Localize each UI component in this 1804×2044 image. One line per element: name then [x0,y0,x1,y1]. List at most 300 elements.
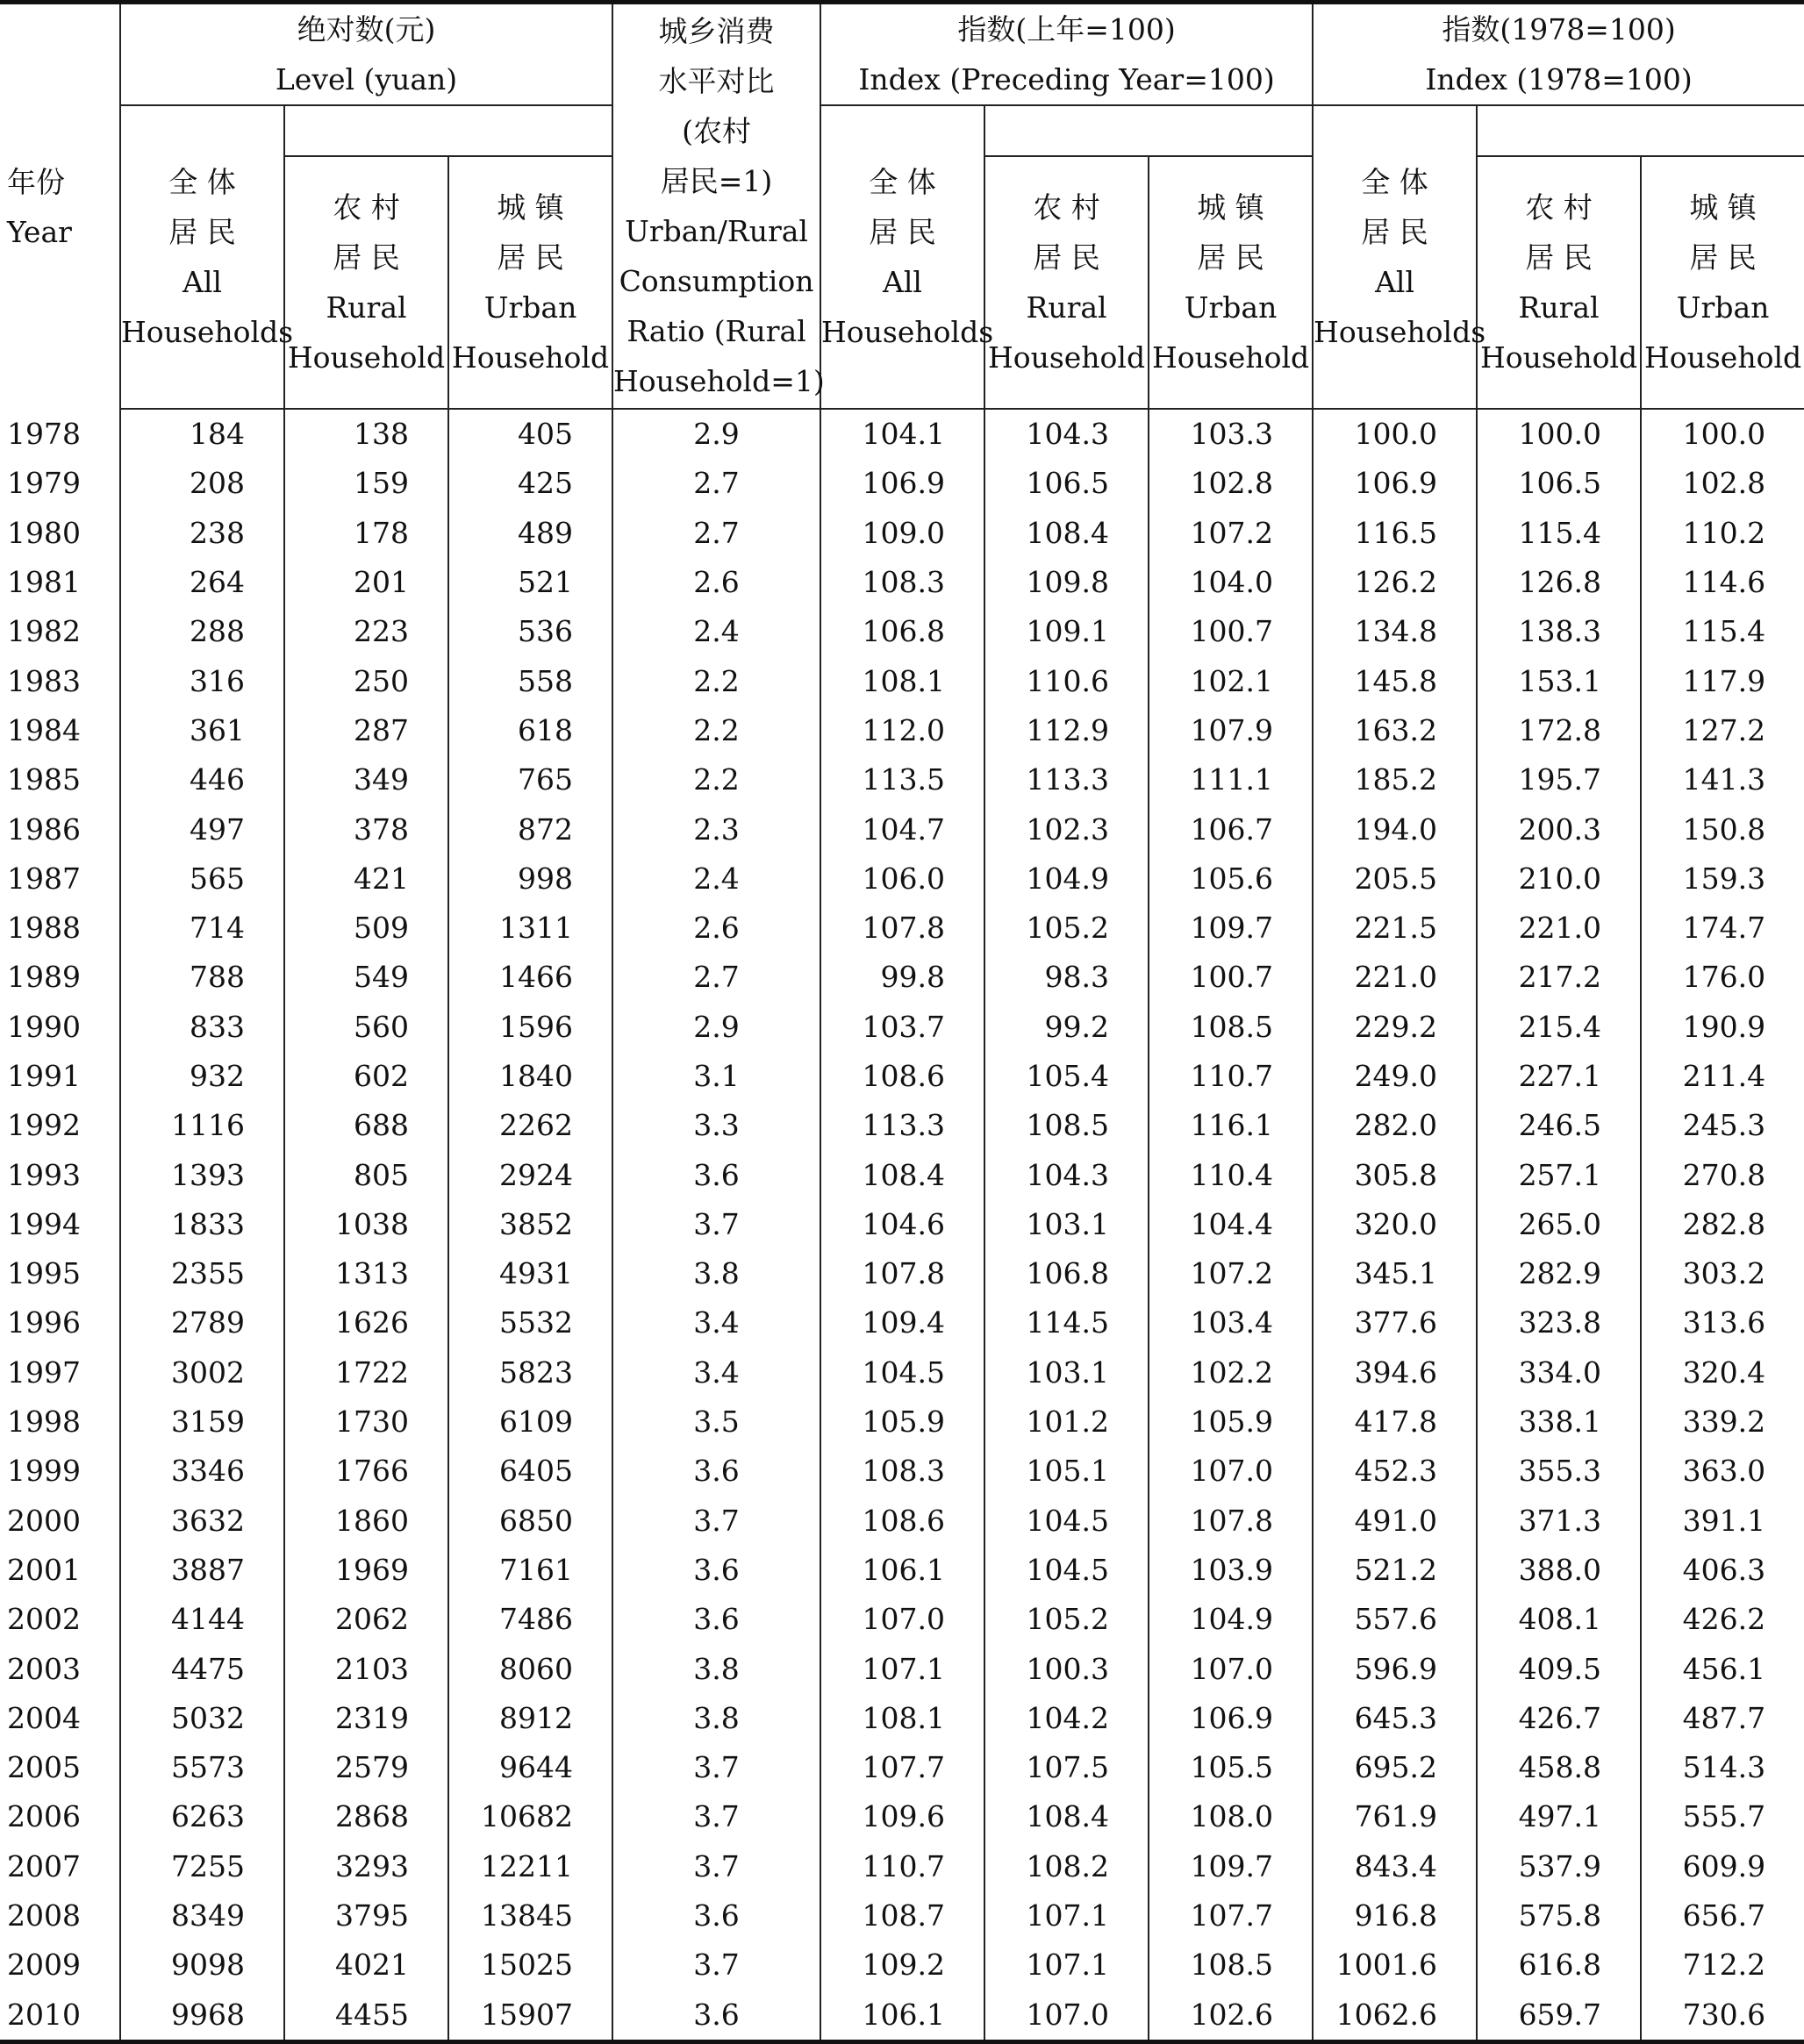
index-1978-all-cell: 521.2 [1313,1546,1477,1595]
urban-rural-ratio-cell: 3.6 [612,1990,820,2042]
subheader-line: All [1375,265,1415,299]
index-1978-rural-cell: 153.1 [1477,656,1641,705]
level-rural-cell: 201 [284,558,448,607]
level-rural-cell: 223 [284,607,448,656]
subheader-line: All [883,265,922,299]
index-1978-rural-cell: 575.8 [1477,1891,1641,1940]
index-1978-all-cell: 194.0 [1313,804,1477,854]
index-prev-all-cell: 109.4 [820,1298,984,1347]
table-row [0,656,1804,705]
index-1978-urban-cell: 320.4 [1641,1348,1804,1397]
ratio-header-line: Consumption [619,264,814,298]
level-rural-cell: 549 [284,953,448,1002]
index-prev-all-cell: 110.7 [820,1842,984,1891]
level-urban-cell: 2924 [448,1150,612,1199]
index-prev-header-en: Index (Preceding Year=100) [858,62,1275,96]
table-row [0,1940,1804,1990]
index-1978-all-cell: 320.0 [1313,1200,1477,1249]
subheader-line: 城 镇 [1197,190,1264,225]
index-1978-urban-cell: 339.2 [1641,1397,1804,1447]
subheader-line: Urban [483,290,577,325]
year-cell: 1981 [7,565,81,600]
index-1978-rural-cell: 106.5 [1477,459,1641,508]
level-rural-cell: 250 [284,656,448,705]
index-prev-urban-cell: 109.7 [1149,1842,1313,1891]
table-row [0,953,1804,1002]
index-1978-urban-cell: 270.8 [1641,1150,1804,1199]
table-row [0,1397,1804,1447]
year-header-cn: 年份 [7,164,65,199]
level-all-cell: 361 [120,706,284,755]
table-row [0,1644,1804,1693]
index-prev-rural-cell: 108.4 [984,1792,1149,1841]
urban-rural-ratio-cell: 2.6 [612,558,820,607]
index-1978-all-header [1313,105,1486,409]
index-1978-all-cell: 249.0 [1313,1052,1477,1101]
index-prev-all-header [820,105,994,409]
year-cell: 1993 [7,1157,81,1192]
index-prev-all-cell: 107.1 [820,1644,984,1693]
table-row [0,1003,1804,1052]
subheader-line: Household [1479,340,1638,375]
index-1978-urban-cell: 127.2 [1641,706,1804,755]
index-prev-urban-cell: 107.9 [1149,706,1313,755]
index-1978-rural-cell: 257.1 [1477,1150,1641,1199]
subheader-line: All [183,265,222,299]
index-prev-urban-cell: 106.7 [1149,804,1313,854]
index-prev-all-cell: 108.1 [820,656,984,705]
index-1978-urban-cell: 102.8 [1641,459,1804,508]
index-prev-rural-cell: 104.2 [984,1694,1149,1743]
index-prev-rural-cell: 107.5 [984,1743,1149,1792]
level-rural-cell: 349 [284,755,448,804]
urban-rural-ratio-cell: 3.4 [612,1298,820,1347]
index-prev-urban-cell: 104.0 [1149,558,1313,607]
level-all-cell: 9968 [120,1990,284,2042]
subheader-line: 农 村 [333,190,400,225]
level-all-cell: 497 [120,804,284,854]
index-1978-rural-cell: 100.0 [1477,409,1641,459]
index-prev-rural-cell: 109.1 [984,607,1149,656]
level-spacer [284,105,612,156]
urban-rural-ratio-cell: 3.3 [612,1101,820,1150]
year-cell: 1980 [7,515,81,550]
level-urban-cell: 1466 [448,953,612,1002]
level-rural-cell: 2579 [284,1743,448,1792]
subheader-line: 居 民 [1689,240,1757,275]
year-cell: 1988 [7,911,81,946]
index-prev-all-cell: 104.1 [820,409,984,459]
index-1978-urban-cell: 555.7 [1641,1792,1804,1841]
index-1978-rural-cell: 282.9 [1477,1249,1641,1298]
index-1978-rural-cell: 195.7 [1477,755,1641,804]
level-rural-cell: 688 [284,1101,448,1150]
index-prev-spacer [984,105,1313,156]
level-urban-cell: 558 [448,656,612,705]
level-urban-cell: 7486 [448,1595,612,1644]
subheader-line: Urban [1676,290,1770,325]
index-prev-rural-cell: 107.1 [984,1940,1149,1990]
subheader-line: Households [121,315,294,349]
index-prev-all-cell: 106.1 [820,1546,984,1595]
index-1978-rural-cell: 659.7 [1477,1990,1641,2042]
table-row [0,1249,1804,1298]
table-row [0,1842,1804,1891]
subheader-line: Household [451,340,610,375]
urban-rural-ratio-cell: 3.6 [612,1150,820,1199]
ratio-header-line: 城乡消费 [658,14,775,48]
year-cell: 1992 [7,1108,81,1143]
level-all-cell: 932 [120,1052,284,1101]
index-prev-rural-cell: 114.5 [984,1298,1149,1347]
urban-rural-ratio-cell: 2.4 [612,854,820,904]
level-all-cell: 316 [120,656,284,705]
level-all-cell: 3159 [120,1397,284,1447]
index-prev-rural-cell: 105.2 [984,1595,1149,1644]
level-all-cell: 264 [120,558,284,607]
index-1978-rural-cell: 409.5 [1477,1644,1641,1693]
index-prev-all-cell: 107.8 [820,1249,984,1298]
level-all-cell: 446 [120,755,284,804]
index-prev-rural-cell: 109.8 [984,558,1149,607]
index-prev-urban-cell: 108.0 [1149,1792,1313,1841]
index-1978-urban-cell: 141.3 [1641,755,1804,804]
table-row [0,1447,1804,1496]
index-prev-urban-cell: 110.7 [1149,1052,1313,1101]
level-all-cell: 3632 [120,1497,284,1546]
year-cell: 2003 [7,1651,81,1686]
level-all-cell: 8349 [120,1891,284,1940]
index-1978-rural-cell: 497.1 [1477,1792,1641,1841]
index-prev-urban-cell: 111.1 [1149,755,1313,804]
year-cell: 2004 [7,1700,81,1735]
urban-rural-ratio-cell: 3.7 [612,1842,820,1891]
level-urban-cell: 1311 [448,904,612,953]
subheader-line: Household [987,340,1146,375]
urban-rural-ratio-cell: 3.7 [612,1940,820,1990]
index-1978-urban-cell: 174.7 [1641,904,1804,953]
index-1978-rural-cell: 217.2 [1477,953,1641,1002]
index-prev-all-cell: 109.6 [820,1792,984,1841]
index-1978-urban-cell: 363.0 [1641,1447,1804,1496]
urban-rural-ratio-cell: 2.3 [612,804,820,854]
index-1978-all-cell: 645.3 [1313,1694,1477,1743]
level-urban-cell: 1840 [448,1052,612,1101]
index-1978-urban-cell: 656.7 [1641,1891,1804,1940]
table-row [0,755,1804,804]
year-cell: 1995 [7,1256,81,1291]
level-rural-cell: 159 [284,459,448,508]
index-1978-urban-cell: 100.0 [1641,409,1804,459]
urban-rural-ratio-cell: 3.6 [612,1447,820,1496]
index-prev-rural-cell: 104.5 [984,1546,1149,1595]
index-prev-urban-cell: 103.9 [1149,1546,1313,1595]
year-cell: 1986 [7,811,81,847]
urban-rural-ratio-cell: 2.9 [612,1003,820,1052]
table-row [0,409,1804,459]
level-header-en: Level (yuan) [275,62,458,96]
index-1978-all-cell: 145.8 [1313,656,1477,705]
table-row [0,607,1804,656]
index-prev-rural-cell: 108.4 [984,509,1149,558]
urban-rural-ratio-cell: 3.6 [612,1891,820,1940]
index-1978-urban-cell: 730.6 [1641,1990,1804,2042]
index-prev-urban-cell: 103.4 [1149,1298,1313,1347]
level-rural-cell: 805 [284,1150,448,1199]
index-prev-all-cell: 106.1 [820,1990,984,2042]
level-all-cell: 788 [120,953,284,1002]
index-prev-urban-cell: 110.4 [1149,1150,1313,1199]
index-1978-all-cell: 1001.6 [1313,1940,1477,1990]
year-cell: 1997 [7,1354,81,1390]
index-prev-urban-header [1149,156,1313,409]
index-prev-all-cell: 109.2 [820,1940,984,1990]
index-prev-urban-cell: 116.1 [1149,1101,1313,1150]
level-all-cell: 1833 [120,1200,284,1249]
level-rural-cell: 4021 [284,1940,448,1990]
index-1978-all-cell: 394.6 [1313,1348,1477,1397]
level-rural-cell: 138 [284,409,448,459]
index-1978-urban-cell: 115.4 [1641,607,1804,656]
index-prev-rural-cell: 105.4 [984,1052,1149,1101]
level-all-cell: 5032 [120,1694,284,1743]
table-row [0,1200,1804,1249]
index-1978-all-cell: 185.2 [1313,755,1477,804]
ratio-header-line: 居民=1) [660,164,773,198]
index-prev-urban-cell: 108.5 [1149,1003,1313,1052]
level-rural-cell: 1860 [284,1497,448,1546]
level-all-cell: 2355 [120,1249,284,1298]
subheader-line: Urban [1184,290,1278,325]
index-prev-urban-cell: 105.5 [1149,1743,1313,1792]
index-prev-rural-cell: 108.5 [984,1101,1149,1150]
index-prev-urban-cell: 107.2 [1149,1249,1313,1298]
level-urban-cell: 998 [448,854,612,904]
index-1978-urban-cell: 110.2 [1641,509,1804,558]
index-prev-urban-cell: 102.6 [1149,1990,1313,2042]
table-row [0,1497,1804,1546]
year-cell: 1999 [7,1454,81,1489]
year-cell: 1996 [7,1305,81,1340]
level-urban-cell: 405 [448,409,612,459]
level-urban-cell: 2262 [448,1101,612,1150]
index-prev-all-cell: 106.9 [820,459,984,508]
index-1978-all-cell: 695.2 [1313,1743,1477,1792]
urban-rural-ratio-cell: 2.2 [612,755,820,804]
subheader-line: 居 民 [1033,240,1100,275]
index-1978-spacer [1477,105,1804,156]
level-all-cell: 4144 [120,1595,284,1644]
index-prev-rural-cell: 101.2 [984,1397,1149,1447]
index-1978-all-cell: 491.0 [1313,1497,1477,1546]
index-1978-rural-cell: 221.0 [1477,904,1641,953]
index-1978-all-cell: 761.9 [1313,1792,1477,1841]
urban-rural-ratio-cell: 3.5 [612,1397,820,1447]
table-row [0,1052,1804,1101]
index-prev-rural-cell: 105.2 [984,904,1149,953]
level-rural-cell: 421 [284,854,448,904]
level-rural-cell: 602 [284,1052,448,1101]
table-row [0,1595,1804,1644]
table-header [0,3,1804,410]
index-1978-urban-cell: 190.9 [1641,1003,1804,1052]
year-cell: 1984 [7,712,81,747]
index-prev-all-cell: 113.3 [820,1101,984,1150]
urban-rural-ratio-cell: 3.1 [612,1052,820,1101]
index-prev-urban-cell: 102.2 [1149,1348,1313,1397]
level-rural-cell: 1766 [284,1447,448,1496]
level-urban-cell: 6405 [448,1447,612,1496]
index-1978-all-cell: 345.1 [1313,1249,1477,1298]
subheader-line: Household [1643,340,1802,375]
index-prev-rural-cell: 103.1 [984,1348,1149,1397]
index-prev-all-cell: 108.6 [820,1052,984,1101]
index-prev-rural-cell: 113.3 [984,755,1149,804]
index-prev-all-cell: 103.7 [820,1003,984,1052]
index-prev-urban-cell: 100.7 [1149,607,1313,656]
table-row [0,1546,1804,1595]
urban-rural-ratio-cell: 2.7 [612,459,820,508]
index-prev-all-cell: 104.5 [820,1348,984,1397]
index-1978-rural-cell: 265.0 [1477,1200,1641,1249]
urban-rural-ratio-cell: 2.7 [612,953,820,1002]
year-cell: 1987 [7,861,81,896]
index-1978-all-cell: 596.9 [1313,1644,1477,1693]
index-1978-rural-cell: 323.8 [1477,1298,1641,1347]
table-row [0,1101,1804,1150]
table-row [0,1891,1804,1940]
ratio-header-line: 水平对比 [658,64,775,98]
index-1978-all-cell: 417.8 [1313,1397,1477,1447]
level-urban-cell: 3852 [448,1200,612,1249]
index-1978-urban-cell: 487.7 [1641,1694,1804,1743]
index-1978-urban-cell: 456.1 [1641,1644,1804,1693]
year-cell: 1979 [7,466,81,501]
index-prev-urban-cell: 107.0 [1149,1447,1313,1496]
level-header-cn: 绝对数(元) [297,12,436,46]
level-urban-cell: 6850 [448,1497,612,1546]
level-urban-cell: 9644 [448,1743,612,1792]
urban-rural-ratio-cell: 2.2 [612,656,820,705]
level-all-cell: 208 [120,459,284,508]
level-urban-cell: 1596 [448,1003,612,1052]
year-cell: 2002 [7,1602,81,1637]
index-prev-all-cell: 108.1 [820,1694,984,1743]
subheader-line: Rural [1026,290,1107,325]
index-prev-all-cell: 104.6 [820,1200,984,1249]
level-urban-cell: 425 [448,459,612,508]
level-urban-cell: 10682 [448,1792,612,1841]
index-prev-rural-cell: 104.3 [984,1150,1149,1199]
index-1978-urban-cell: 391.1 [1641,1497,1804,1546]
index-1978-rural-cell: 200.3 [1477,804,1641,854]
index-prev-all-cell: 106.0 [820,854,984,904]
index-prev-urban-cell: 106.9 [1149,1694,1313,1743]
table-row [0,1743,1804,1792]
index-1978-all-cell: 163.2 [1313,706,1477,755]
index-1978-rural-cell: 215.4 [1477,1003,1641,1052]
index-1978-all-cell: 229.2 [1313,1003,1477,1052]
index-1978-group-header [1313,3,1804,106]
index-1978-rural-cell: 138.3 [1477,607,1641,656]
index-prev-all-cell: 108.3 [820,1447,984,1496]
year-cell: 2010 [0,1990,120,2042]
year-cell: 2008 [7,1898,81,1933]
level-urban-cell: 872 [448,804,612,854]
index-prev-all-cell: 107.8 [820,904,984,953]
index-prev-all-cell: 106.8 [820,607,984,656]
subheader-line: 居 民 [333,240,400,275]
level-urban-cell: 8912 [448,1694,612,1743]
index-prev-rural-cell: 104.5 [984,1497,1149,1546]
table-row [0,706,1804,755]
index-prev-group-header [820,3,1313,106]
level-rural-header [284,156,448,409]
index-1978-all-cell: 377.6 [1313,1298,1477,1347]
urban-rural-ratio-cell: 3.7 [612,1743,820,1792]
index-prev-urban-cell: 103.3 [1149,409,1313,459]
index-prev-urban-cell: 107.2 [1149,509,1313,558]
level-rural-cell: 1722 [284,1348,448,1397]
subheader-line: 全 体 [168,165,236,199]
level-all-cell: 714 [120,904,284,953]
level-all-cell: 9098 [120,1940,284,1990]
subheader-line: Households [821,315,994,349]
index-prev-rural-cell: 100.3 [984,1644,1149,1693]
level-urban-cell: 12211 [448,1842,612,1891]
index-1978-urban-cell: 406.3 [1641,1546,1804,1595]
index-prev-all-cell: 108.6 [820,1497,984,1546]
level-group-header [120,3,612,106]
year-header-en: Year [7,214,72,249]
level-rural-cell: 178 [284,509,448,558]
index-prev-all-cell: 109.0 [820,509,984,558]
index-prev-rural-cell: 112.9 [984,706,1149,755]
level-rural-cell: 2868 [284,1792,448,1841]
level-rural-cell: 3795 [284,1891,448,1940]
index-1978-rural-cell: 115.4 [1477,509,1641,558]
index-1978-rural-cell: 388.0 [1477,1546,1641,1595]
index-prev-urban-cell: 102.1 [1149,656,1313,705]
index-prev-rural-cell: 107.0 [984,1990,1149,2042]
index-1978-all-cell: 134.8 [1313,607,1477,656]
urban-rural-ratio-cell: 3.8 [612,1644,820,1693]
level-all-cell: 184 [120,409,284,459]
urban-rural-ratio-cell: 3.6 [612,1546,820,1595]
index-1978-all-cell: 221.5 [1313,904,1477,953]
index-prev-rural-cell: 104.3 [984,409,1149,459]
level-rural-cell: 287 [284,706,448,755]
index-prev-rural-cell: 106.8 [984,1249,1149,1298]
index-1978-all-cell: 100.0 [1313,409,1477,459]
index-prev-all-cell: 99.8 [820,953,984,1002]
index-prev-urban-cell: 107.7 [1149,1891,1313,1940]
index-1978-urban-cell: 114.6 [1641,558,1804,607]
subheader-line: 城 镇 [497,190,564,225]
index-1978-all-cell: 305.8 [1313,1150,1477,1199]
index-1978-all-cell: 1062.6 [1313,1990,1477,2042]
index-1978-all-cell: 126.2 [1313,558,1477,607]
level-urban-cell: 6109 [448,1397,612,1447]
level-rural-cell: 509 [284,904,448,953]
index-1978-rural-cell: 334.0 [1477,1348,1641,1397]
index-1978-rural-header [1477,156,1641,409]
year-header [0,3,120,410]
index-1978-urban-cell: 159.3 [1641,854,1804,904]
level-rural-cell: 378 [284,804,448,854]
index-1978-all-cell: 557.6 [1313,1595,1477,1644]
index-1978-rural-cell: 371.3 [1477,1497,1641,1546]
